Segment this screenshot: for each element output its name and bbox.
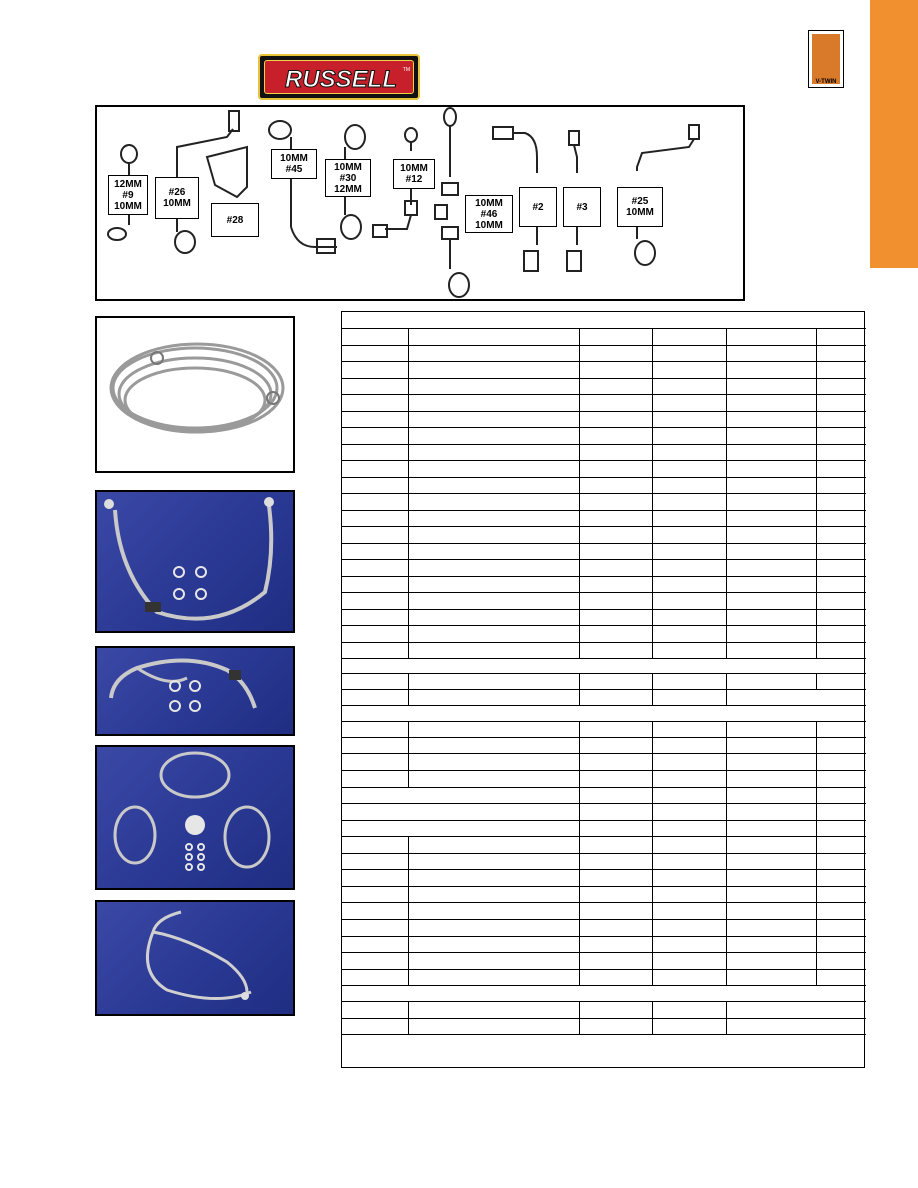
table-column-line [726, 770, 727, 787]
table-column-line [726, 787, 727, 803]
table-column-line [726, 609, 727, 625]
part-label-3: #3 [563, 187, 601, 227]
table-column-line [652, 919, 653, 936]
table-row-line [342, 721, 866, 722]
table-column-line [816, 559, 817, 576]
table-column-line [726, 477, 727, 493]
table-column-line [579, 592, 580, 609]
table-row-line [342, 543, 866, 544]
table-column-line [408, 919, 409, 936]
table-column-line [652, 902, 653, 919]
table-column-line [726, 689, 727, 705]
table-column-line [579, 952, 580, 969]
table-column-line [726, 378, 727, 394]
table-column-line [579, 510, 580, 526]
table-column-line [408, 378, 409, 394]
table-column-line [579, 543, 580, 559]
table-column-line [726, 1018, 727, 1034]
table-column-line [579, 836, 580, 853]
part-label-12: 10MM #12 [393, 159, 435, 189]
table-column-line [408, 721, 409, 737]
part-label-46: 10MM #46 10MM [465, 195, 513, 233]
section-tab [870, 0, 918, 268]
table-column-line [579, 737, 580, 753]
table-column-line [726, 559, 727, 576]
table-column-line [726, 737, 727, 753]
table-column-line [408, 559, 409, 576]
table-row-line [342, 427, 866, 428]
table-column-line [579, 902, 580, 919]
table-column-line [579, 361, 580, 378]
table-column-line [408, 427, 409, 444]
table-column-line [726, 345, 727, 361]
table-column-line [726, 460, 727, 477]
table-column-line [816, 625, 817, 642]
table-row-line [342, 1018, 866, 1019]
table-column-line [726, 869, 727, 886]
table-column-line [652, 673, 653, 689]
table-column-line [652, 952, 653, 969]
table-column-line [652, 559, 653, 576]
table-row-line [342, 673, 866, 674]
table-column-line [579, 853, 580, 869]
part-label-26: #26 10MM [155, 177, 199, 219]
table-column-line [816, 770, 817, 787]
table-column-line [579, 753, 580, 770]
table-column-line [816, 787, 817, 803]
product-photo-coiled-line [95, 316, 295, 473]
table-row-line [342, 886, 866, 887]
table-column-line [408, 345, 409, 361]
table-row-line [342, 642, 866, 643]
table-column-line [579, 378, 580, 394]
table-column-line [408, 770, 409, 787]
table-column-line [652, 510, 653, 526]
table-column-line [579, 770, 580, 787]
table-column-line [652, 803, 653, 820]
part-label-30: 10MM #30 12MM [325, 159, 371, 197]
table-column-line [816, 919, 817, 936]
table-column-line [408, 543, 409, 559]
table-column-line [579, 328, 580, 345]
table-column-line [816, 543, 817, 559]
table-row-line [342, 493, 866, 494]
table-column-line [652, 753, 653, 770]
table-column-line [652, 737, 653, 753]
table-column-line [579, 493, 580, 510]
table-column-line [408, 689, 409, 705]
table-column-line [652, 787, 653, 803]
table-column-line [816, 869, 817, 886]
table-column-line [726, 526, 727, 543]
table-column-line [816, 345, 817, 361]
table-column-line [816, 969, 817, 985]
table-column-line [816, 460, 817, 477]
table-row-line [342, 378, 866, 379]
table-column-line [652, 770, 653, 787]
table-column-line [816, 493, 817, 510]
table-row-line [342, 969, 866, 970]
vtwin-logo [808, 30, 844, 88]
table-row-line [342, 460, 866, 461]
table-column-line [726, 328, 727, 345]
table-column-line [726, 543, 727, 559]
table-column-line [726, 411, 727, 427]
table-column-line [652, 460, 653, 477]
table-row-line [342, 869, 866, 870]
table-column-line [816, 526, 817, 543]
product-photo-line-with-washers-1 [95, 490, 295, 633]
table-column-line [408, 576, 409, 592]
table-column-line [408, 592, 409, 609]
table-row-line [342, 625, 866, 626]
table-column-line [726, 361, 727, 378]
table-column-line [652, 328, 653, 345]
table-column-line [579, 576, 580, 592]
table-column-line [652, 886, 653, 902]
table-column-line [408, 642, 409, 658]
table-column-line [408, 444, 409, 460]
table-column-line [726, 721, 727, 737]
table-column-line [816, 902, 817, 919]
russell-logo [258, 54, 420, 100]
table-column-line [652, 836, 653, 853]
table-column-line [652, 1018, 653, 1034]
table-column-line [408, 869, 409, 886]
table-column-line [816, 836, 817, 853]
table-column-line [652, 1001, 653, 1018]
table-column-line [652, 394, 653, 411]
table-row-line [342, 936, 866, 937]
table-row-line [342, 820, 866, 821]
table-column-line [726, 642, 727, 658]
table-column-line [408, 969, 409, 985]
table-column-line [579, 869, 580, 886]
table-column-line [579, 803, 580, 820]
table-column-line [816, 444, 817, 460]
table-column-line [408, 753, 409, 770]
table-column-line [726, 803, 727, 820]
table-row-line [342, 658, 866, 659]
vtwin-logo-text: V-TWIN [815, 79, 837, 85]
table-column-line [652, 378, 653, 394]
table-column-line [652, 477, 653, 493]
table-column-line [726, 886, 727, 902]
table-column-line [579, 787, 580, 803]
table-column-line [579, 886, 580, 902]
part-label-2: #2 [519, 187, 557, 227]
single-line-drawing [97, 902, 293, 1014]
table-column-line [579, 526, 580, 543]
table-column-line [726, 853, 727, 869]
table-column-line [408, 361, 409, 378]
table-column-line [579, 1018, 580, 1034]
table-column-line [652, 345, 653, 361]
table-column-line [579, 936, 580, 952]
logo-trademark: TM [402, 67, 410, 73]
table-column-line [652, 721, 653, 737]
table-column-line [408, 460, 409, 477]
coiled-line-drawing [97, 318, 293, 471]
table-column-line [816, 820, 817, 836]
table-column-line [579, 427, 580, 444]
part-label-9: 12MM #9 10MM [108, 175, 148, 215]
table-row-line [342, 510, 866, 511]
table-column-line [408, 477, 409, 493]
table-column-line [652, 411, 653, 427]
table-column-line [652, 361, 653, 378]
table-column-line [726, 952, 727, 969]
table-column-line [816, 378, 817, 394]
table-row-line [342, 787, 866, 788]
table-column-line [726, 1001, 727, 1018]
table-column-line [408, 625, 409, 642]
table-column-line [816, 737, 817, 753]
table-column-line [816, 477, 817, 493]
table-row-line [342, 444, 866, 445]
table-column-line [816, 427, 817, 444]
table-row-line [342, 689, 866, 690]
table-column-line [652, 853, 653, 869]
table-row-line [342, 952, 866, 953]
table-column-line [408, 853, 409, 869]
table-row-line [342, 919, 866, 920]
table-column-line [816, 592, 817, 609]
table-column-line [726, 902, 727, 919]
table-row-line [342, 902, 866, 903]
table-column-line [408, 952, 409, 969]
product-photo-line-with-washers-2 [95, 646, 295, 736]
table-column-line [408, 1018, 409, 1034]
table-column-line [816, 510, 817, 526]
table-column-line [579, 460, 580, 477]
table-row-line [342, 526, 866, 527]
table-column-line [408, 886, 409, 902]
logo-wordmark: RUSSELL [284, 66, 398, 93]
table-column-line [652, 444, 653, 460]
table-column-line [652, 427, 653, 444]
table-column-line [726, 592, 727, 609]
table-column-line [816, 609, 817, 625]
table-row-line [342, 361, 866, 362]
product-photo-single-line [95, 900, 295, 1016]
table-column-line [726, 919, 727, 936]
table-row-line [342, 1001, 866, 1002]
table-column-line [816, 673, 817, 689]
table-column-line [726, 576, 727, 592]
table-column-line [408, 737, 409, 753]
table-row-line [342, 737, 866, 738]
table-column-line [726, 510, 727, 526]
table-column-line [816, 394, 817, 411]
line-kit-drawing [97, 747, 293, 888]
product-photo-line-kit [95, 745, 295, 890]
table-column-line [652, 609, 653, 625]
table-column-line [726, 444, 727, 460]
table-column-line [652, 969, 653, 985]
table-column-line [652, 820, 653, 836]
table-column-line [726, 836, 727, 853]
table-column-line [816, 853, 817, 869]
table-column-line [652, 526, 653, 543]
table-column-line [579, 625, 580, 642]
table-row-line [342, 328, 866, 329]
table-column-line [816, 721, 817, 737]
table-column-line [816, 952, 817, 969]
table-column-line [408, 510, 409, 526]
table-row-line [342, 477, 866, 478]
table-column-line [579, 477, 580, 493]
table-column-line [652, 689, 653, 705]
table-column-line [579, 820, 580, 836]
table-row-line [342, 803, 866, 804]
table-column-line [816, 803, 817, 820]
table-column-line [816, 328, 817, 345]
table-column-line [726, 673, 727, 689]
table-column-line [408, 328, 409, 345]
table-column-line [726, 820, 727, 836]
table-row-line [342, 770, 866, 771]
table-column-line [652, 493, 653, 510]
table-column-line [816, 361, 817, 378]
table-column-line [579, 609, 580, 625]
table-column-line [652, 543, 653, 559]
table-column-line [408, 1001, 409, 1018]
table-column-line [579, 345, 580, 361]
line-washers-drawing-2 [97, 648, 293, 734]
table-column-line [816, 576, 817, 592]
table-row-line [342, 345, 866, 346]
table-column-line [816, 642, 817, 658]
table-column-line [726, 625, 727, 642]
parts-table [341, 311, 865, 1068]
table-column-line [579, 919, 580, 936]
table-column-line [408, 936, 409, 952]
table-column-line [579, 1001, 580, 1018]
table-row-line [342, 705, 866, 706]
table-column-line [726, 969, 727, 985]
part-label-45: 10MM #45 [271, 149, 317, 179]
engine-icon [812, 34, 840, 84]
table-column-line [579, 444, 580, 460]
table-row-line [342, 559, 866, 560]
table-column-line [726, 753, 727, 770]
table-column-line [408, 836, 409, 853]
table-column-line [579, 969, 580, 985]
table-column-line [652, 592, 653, 609]
table-column-line [579, 721, 580, 737]
table-row-line [342, 609, 866, 610]
table-column-line [579, 689, 580, 705]
table-row-line [342, 576, 866, 577]
table-row-line [342, 394, 866, 395]
table-row-line [342, 836, 866, 837]
part-label-28: #28 [211, 203, 259, 237]
table-column-line [408, 526, 409, 543]
line-washers-drawing-1 [97, 492, 293, 631]
table-row-line [342, 985, 866, 986]
part-label-25: #25 10MM [617, 187, 663, 227]
table-column-line [652, 642, 653, 658]
table-column-line [816, 936, 817, 952]
table-column-line [816, 886, 817, 902]
table-column-line [408, 902, 409, 919]
table-row-line [342, 592, 866, 593]
table-column-line [726, 427, 727, 444]
brake-line-diagram [95, 105, 745, 301]
table-column-line [652, 869, 653, 886]
table-column-line [579, 673, 580, 689]
table-column-line [408, 411, 409, 427]
table-column-line [816, 753, 817, 770]
table-column-line [408, 609, 409, 625]
table-column-line [652, 625, 653, 642]
table-column-line [816, 411, 817, 427]
table-column-line [652, 576, 653, 592]
table-row-line [342, 411, 866, 412]
table-column-line [652, 936, 653, 952]
table-column-line [408, 673, 409, 689]
table-column-line [726, 493, 727, 510]
table-column-line [726, 936, 727, 952]
table-column-line [579, 394, 580, 411]
table-column-line [408, 394, 409, 411]
table-row-line [342, 753, 866, 754]
table-column-line [579, 642, 580, 658]
table-column-line [579, 411, 580, 427]
table-column-line [726, 394, 727, 411]
table-column-line [579, 559, 580, 576]
table-row-line [342, 1034, 866, 1035]
table-column-line [408, 493, 409, 510]
table-row-line [342, 853, 866, 854]
